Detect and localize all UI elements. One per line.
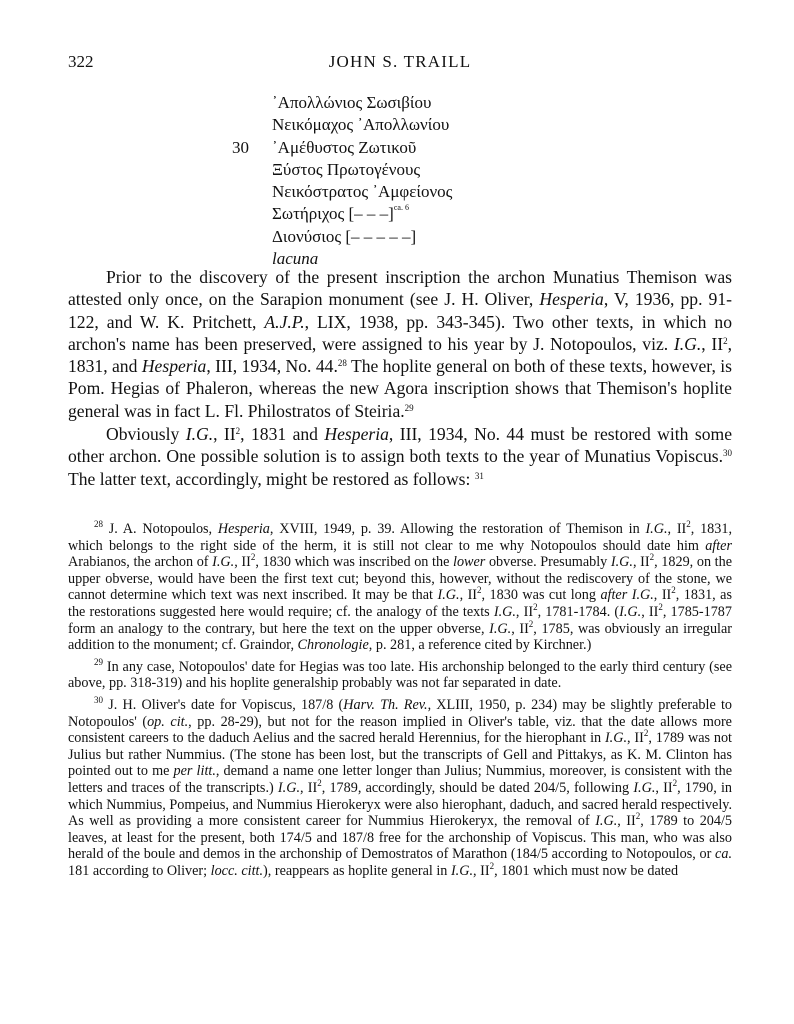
footnote-30: $^{30}$ J. H. Oliver's date for Vopiscus, 187/8 (Harv. Th. Rev., XLIII, 1950, p. 234) may be slightly preferable to Notopoulos' (op. cit., pp. 28-29), but not for the reason implied in Oliver's table, viz. that the date allows more consistent careers to the daduch Aelius and the sacred herald Herennius, for the hierophant in I.G., $II^2$, 1789 was not Julius but rather Nummius. (The stone has been lost, but the transcripts of Gell and Pittakys, as K. M. Clinton has pointed out to me per litt., demand a name one letter longer than Julius; Nummius, moreover, is consistent with the letters and traces of the transcripts.) I.G., $II^2$, 1789, accordingly, should be dated 204/5, following I.G., $II^2$, 1790, in which Nummius, Pompeius, and Nummius Hierokeryx were also hierophant, daduch, and sacred herald respectively. As well as providing a more consistent career for Nummius Hierokeryx, the removal of I.G., $II^2$, 1789 to 204/5 leaves, at least for the present, both 174/5 and 187/8 free for the archonship of Vopiscus. This man, who was also herald of the boule and demos in the archonship of Demostratos of Marathon (184/5 according to Notopoulos, or ca. 181 according to Oliver; locc. citt.), reappears as hoplite general in I.G., $II^2$, 1801 which must now be dated [68, 694, 733, 879]
paragraph: Obviously I.G., $II^2$, 1831 and Hesperia, III, 1934, No. 44 must be restored with some other archon. One possible solution is to assign both texts to the year of Munatius Vopiscus.$^{30}$ The latter text, accordingly, might be restored as follows: $^{31}$ [68, 424, 733, 489]
inscription-line: Νεικόμαχος ᾿Απολλωνίου [272, 115, 450, 135]
footnote-29: $^{29}$ In any case, Notopoulos' date for Hegias was too late. His archonship belonged to the early third century (see above, pp. 318-319) and his hoplite generalship probably was not far separated in date. [68, 656, 732, 692]
running-title: JOHN S. TRAILL [328, 52, 472, 71]
footnote-28: $^{28}$ J. A. Notopoulos, Hesperia, XVIII, 1949, p. 39. Allowing the restoration of Themison in I.G., $II^2$, 1831, which belongs to the right side of the herm, it is still not clear to me why Notopoulos should date him after Arabianos, the archon of I.G., $II^2$, 1830 which was inscribed on the lower obverse. Presumably I.G., $II^2$, 1829, on the upper obverse, would have been the first text cut; beyond this, however, without the rediscovery of the stone, we cannot determine which text was next inscribed. It may be that I.G., $II^2$, 1830 was cut long after I.G., $II^2$, 1831, as the restorations suggested here would require; cf. the analogy of the texts I.G., $II^2$, 1781-1784. (I.G., $II^2$, 1785-1787 form an analogy to the contrary, but here the text on the upper obverse, I.G., $II^2$, 1785, was obviously an irregular addition to the monument; cf. Graindor, Chronologie, p. 281, a reference cited by Kirchner.) [68, 519, 733, 654]
inscription-block [232, 92, 492, 270]
inscription-line: 30 ᾿Αμέθυστος Ζωτικοῦ [232, 137, 417, 157]
lacuna-estimate: ca. 6 [393, 203, 409, 213]
page-header [68, 52, 732, 74]
page-number: 322 [68, 52, 94, 71]
inscription-line: Νεικόστρατος ᾿Αμφείονος [272, 182, 453, 202]
inscription-line-lacuna: lacuna [272, 249, 319, 269]
paragraph: Prior to the discovery of the present inscription the archon Munatius Themison was attested only once, on the Sarapion monument (see J. H. Oliver, Hesperia, V, 1936, pp. 91-122, and W. K. Pritchett, A.J.P., LIX, 1938, pp. 343-345). Two other texts, in which no archon's name has been preserved, were assigned to his year by J. Notopoulos, viz. I.G., $II^2$, 1831, and Hesperia, III, 1934, No. 44.28 The hoplite general on both of these texts, however, is Pom. Hegias of Phaleron, whereas the new Agora inscription shows that Themison's hoplite general was in fact L. Fl. Philostratos of Steiria.$^{29}$ [68, 267, 732, 421]
footnotes [68, 521, 732, 884]
line-number: 30 [232, 137, 249, 157]
inscription-line: ᾿Απολλώνιος Σωσιβίου [272, 93, 432, 112]
inscription-line: Ξύστος Πρωτογένους [272, 159, 421, 179]
inscription-line: Διονύσιος [– – – – –] [272, 226, 417, 246]
inscription-line: Σωτήριχος [– – –]$^{ca. 6}$ [272, 203, 409, 224]
body-text [68, 266, 732, 490]
